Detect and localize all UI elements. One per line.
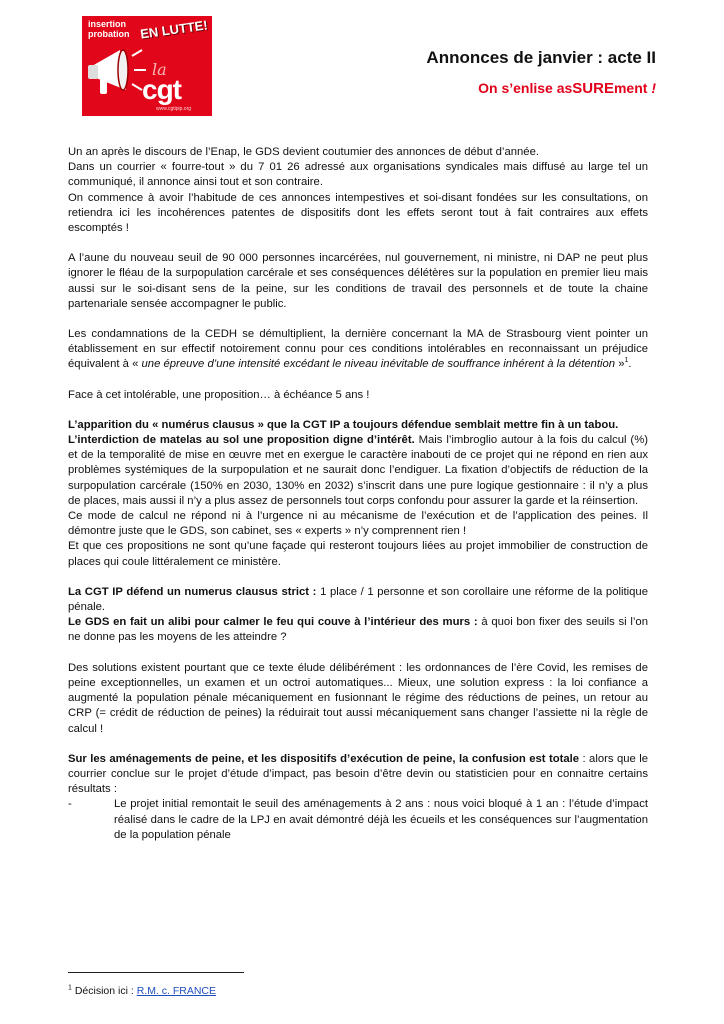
p11-bold: Le GDS en fait un alibi pour calmer le feu qui couve à l’intérieur des murs : bbox=[68, 616, 478, 629]
p10-bold: La CGT IP défend un numerus clausus strict : bbox=[68, 585, 317, 598]
paragraph-6: Face à cet intolérable, une proposition… à échéance 5 ans ! bbox=[68, 388, 370, 401]
logo-line-probation: probation bbox=[88, 29, 130, 39]
logo-la: la bbox=[152, 60, 167, 79]
logo-en-lutte: EN LUTTE! bbox=[139, 17, 209, 42]
cgt-logo bbox=[82, 16, 212, 116]
subtitle-pre: On s’enlise as bbox=[478, 80, 573, 96]
p13-bold: Sur les aménagements de peine, et les dispositifs d’exécution de peine, la confusion est totale bbox=[68, 752, 580, 765]
subtitle-post: ment bbox=[613, 80, 652, 96]
p5-close: » bbox=[615, 358, 625, 371]
paragraph-1: Un an après le discours de l’Enap, le GDS devient coutumier des annonces de début d’année. bbox=[68, 146, 539, 158]
paragraph-7-heading: L’apparition du « numérus clausus » que la CGT IP a toujours défendue semblait mettre fin à un tabou. bbox=[68, 418, 619, 431]
footnote bbox=[68, 985, 216, 997]
logo-line-insertion: insertion bbox=[88, 19, 127, 29]
megaphone-icon bbox=[86, 42, 150, 102]
subtitle-sure: SURE bbox=[572, 80, 614, 97]
footnote-ref[interactable]: 1 bbox=[624, 357, 629, 365]
p13-text: : alors que le courrier conclue sur le projet d’étude d’impact, pas besoin d’être devin ou statisticien pour en connaitre certains résultats : bbox=[68, 752, 648, 796]
p5-quote: une épreuve d’une intensité excédant le niveau inévitable de souffrance inhérent à la détention bbox=[141, 358, 616, 371]
document-body bbox=[68, 145, 648, 843]
list-item-text: Le projet initial remontait le seuil des aménagements à 2 ans : nous voici bloqué à 1 an : l’étude d’impact réalisé dans le cadre de la LPJ en avait démontré déjà les écueils et les conséquences sur l’augmentation de la population pénale bbox=[114, 798, 648, 841]
paragraph-13 bbox=[68, 752, 648, 798]
p11-text: à quoi bon fixer des seuils si l’on ne donne pas les moyens de les atteindre ? bbox=[68, 616, 648, 644]
paragraph-10 bbox=[68, 585, 648, 615]
page-subtitle bbox=[478, 80, 656, 97]
paragraph-7 bbox=[68, 433, 648, 509]
paragraph-2: Dans un courrier « fourre-tout » du 7 01 26 adressé aux organisations syndicales mais diffusé au large tel un communiqué, il annonce ainsi tout et son contraire. bbox=[68, 161, 648, 189]
logo-cgt: cgt bbox=[142, 74, 181, 105]
p7-text: Mais l’imbroglio autour à la fois du calcul (%) et de la temporalité de mise en œuvre met en exergue le caractère inabouti de ce projet qui ne répond en rien aux problèmes systémiques de la surpopulation et ne saurait donc l’endiguer. La fixation d’objectifs de réduction de la surpopulation carcérale (150% en 2030, 130% en 2032) s’inscrit dans une pure logique gestionnaire : il n’y a plus de places, mais aussi il n’y a plus assez de personnels tout corps confondu pour assurer la garde et la réinsertion. bbox=[68, 434, 648, 507]
paragraph-5 bbox=[68, 327, 648, 373]
logo-url: www.cgtipip.org bbox=[156, 106, 192, 112]
list-dash: - bbox=[68, 798, 72, 811]
footnote-link[interactable]: R.M. c. FRANCE bbox=[136, 985, 217, 997]
p5-end: . bbox=[628, 358, 632, 371]
page-title: Annonces de janvier : acte II bbox=[426, 48, 656, 67]
paragraph-9: Et que ces propositions ne sont qu’une façade qui resteront toujours liées au projet immobilier de construction de places qui coule littéralement ce ministère. bbox=[68, 540, 648, 568]
footnote-number: 1 bbox=[68, 984, 72, 992]
list-item bbox=[68, 797, 648, 843]
subtitle-exclamation: ! bbox=[651, 80, 656, 96]
paragraph-8: Ce mode de calcul ne répond ni à l’urgence ni au mécanisme de l’exécution et de l’application des peines. Il démontre juste que le GDS, son cabinet, ses « experts » n’y comprennent rien ! bbox=[68, 510, 648, 538]
paragraph-4: A l’aune du nouveau seuil de 90 000 personnes incarcérées, nul gouvernement, ni ministre, ni DAP ne peut plus ignorer le fléau de la surpopulation carcérale et ses conséquences délétères sur la population en premier lieu mais aussi sur le soi-disant sens de la peine, sur les conditions de travail des personnels et de toute la chaine partenariale sensée accompagner le public. bbox=[68, 252, 648, 310]
paragraph-11 bbox=[68, 615, 648, 645]
footnote-divider bbox=[68, 972, 244, 973]
paragraph-12: Des solutions existent pourtant que ce texte élude délibérément : les ordonnances de l’ère Covid, les remises de peine exceptionnelles, un examen et un octroi automatiques... Mieux, une solution express : la loi confiance a augmenté la population pénale mécaniquement en fusionnant le régime des réductions de peines, un retour au CRP (= crédit de réduction de peines) la réduirait tout aussi mécaniquement sans changer l’assiette ni la règle de calcul ! bbox=[68, 661, 648, 735]
p10-text: 1 place / 1 personne et son corollaire une réforme de la politique pénale. bbox=[68, 585, 648, 614]
footnote-text: Décision ici : bbox=[71, 985, 137, 997]
p7-bold: L’interdiction de matelas au sol une proposition digne d’intérêt. bbox=[68, 434, 415, 447]
p5-text: Les condamnations de la CEDH se démultiplient, la dernière concernant la MA de Strasbourg vient pointer un établissement en sur effectif notoirement connu pour ces conditions intolérables en reconnaissant un préjudice équivalent à « bbox=[68, 328, 648, 371]
paragraph-3: On commence à avoir l’habitude de ces annonces intempestives et soi-disant fondées sur les consultations, on retiendra ici les incohérences patentes de dispositifs dont les effets seront tout à fait contraires aux effets escomptés ! bbox=[68, 191, 648, 235]
